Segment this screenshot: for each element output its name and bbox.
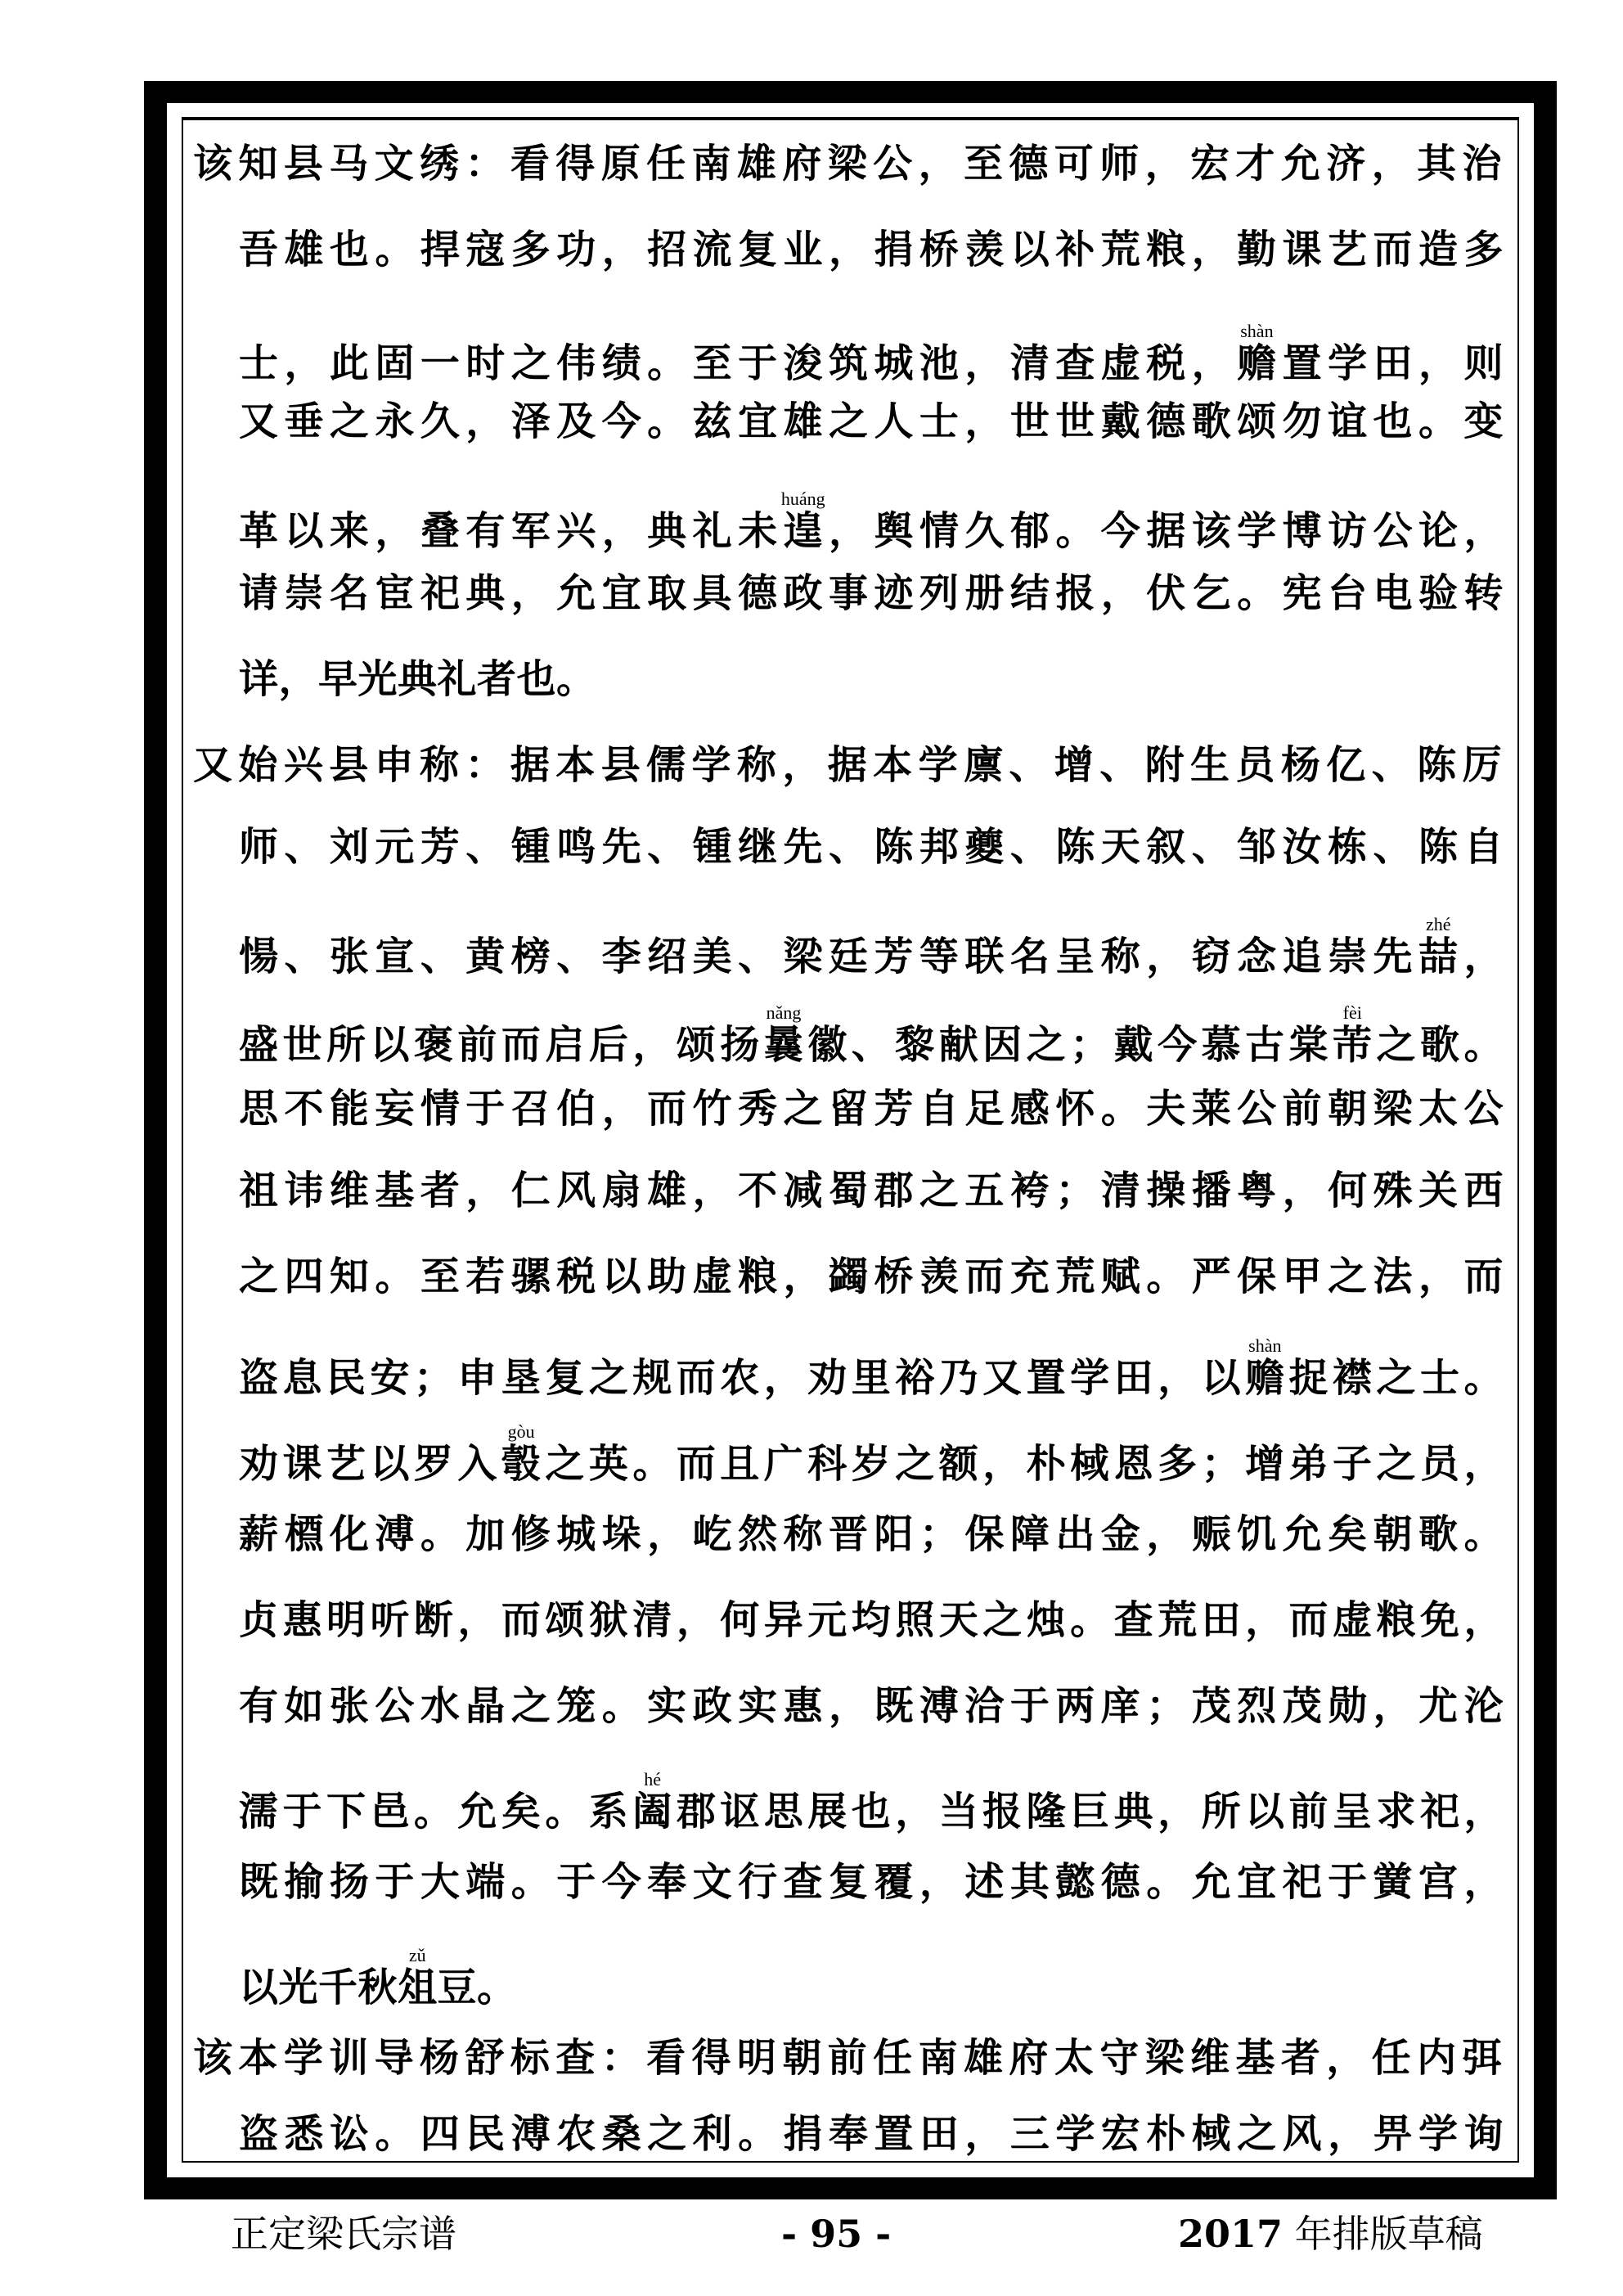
line-text-post: 郡讴思展也，当报隆巨典，所以前呈求祀， bbox=[676, 1789, 1504, 1835]
paragraph-1-line-7: 详，早光典礼者也。 bbox=[239, 656, 596, 702]
paragraph-1-line-2: 吾雄也。捍寇多功，招流复业，捐桥羡以补荒粮，勤课艺而造多 bbox=[239, 227, 1504, 272]
line-text-pre: 劝课艺以罗入 bbox=[239, 1441, 501, 1487]
line-text-post: 之英。而且广科岁之额，朴棫恩多；增弟子之员， bbox=[545, 1441, 1504, 1487]
paragraph-2-line-8 bbox=[239, 1335, 1504, 1401]
pinyin-annotated-char: 彀gòu bbox=[501, 1421, 546, 1487]
pinyin-annotation: zǔ bbox=[398, 1945, 438, 1965]
footer-year: 2017 bbox=[1178, 2212, 1284, 2256]
pinyin-annotated-char: 赡shàn bbox=[1245, 1335, 1289, 1401]
line-text-post: 置学田，则 bbox=[1282, 340, 1504, 386]
paragraph-2-line-13 bbox=[239, 1769, 1504, 1835]
line-text-post: ， bbox=[1463, 934, 1504, 979]
paragraph-2-line-6: 祖讳维基者，仁风扇雄，不减蜀郡之五袴；清操播粤，何殊关西 bbox=[239, 1168, 1504, 1213]
paragraph-2-line-10: 薪槱化溥。加修城垛，屹然称晋阳；保障出金，赈饥允矣朝歌。 bbox=[239, 1511, 1504, 1557]
paragraph-2-line-14: 既揄扬于大端。于今奉文行查复覆，述其懿德。允宜祀于黉宫， bbox=[239, 1859, 1504, 1905]
line-text-pre: 盛世所以褒前而启后，颂扬 bbox=[239, 1022, 764, 1068]
footer-draft-note bbox=[1178, 2209, 1483, 2258]
paragraph-2-line-2: 师、刘元芳、锺鸣先、锺继先、陈邦夔、陈天叙、邹汝栋、陈自 bbox=[239, 824, 1504, 870]
paragraph-1-line-4: 又垂之永久，泽及今。兹宜雄之人士，世世戴德歌颂勿谊也。变 bbox=[239, 398, 1504, 444]
paragraph-2-line-11: 贞惠明听断，而颂狱清，何异元均照天之烛。查荒田，而虚粮免， bbox=[239, 1597, 1504, 1643]
line-text-post: 捉襟之士。 bbox=[1288, 1355, 1504, 1401]
line-text-pre: 濡于下邑。允矣。系 bbox=[239, 1789, 633, 1835]
pinyin-annotated-char: 芾fèi bbox=[1333, 1002, 1377, 1068]
pinyin-annotation: shàn bbox=[1245, 1335, 1285, 1356]
paragraph-2-line-5: 思不能妄情于召伯，而竹秀之留芳自足感怀。夫莱公前朝梁太公 bbox=[239, 1086, 1504, 1132]
paragraph-1-line-1: 该知县马文绣：看得原任南雄府梁公，至德可师，宏才允济，其治 bbox=[193, 141, 1502, 187]
line-text-post: ，舆情久郁。今据该学博访公论， bbox=[823, 508, 1504, 554]
pinyin-annotated-char: 阖hé bbox=[632, 1769, 677, 1835]
paragraph-2-line-4 bbox=[239, 1002, 1504, 1068]
pinyin-annotated-char: 遑huáng bbox=[780, 488, 825, 554]
paragraph-1-line-3 bbox=[239, 321, 1504, 386]
paragraph-3-line-2: 盗悉讼。四民溥农桑之利。捐奉置田，三学宏朴棫之风，畀学询 bbox=[239, 2111, 1504, 2157]
paragraph-3-line-1: 该本学训导杨舒标查：看得明朝前任南雄府太守梁维基者，任内弭 bbox=[193, 2035, 1502, 2081]
paragraph-2-line-12: 有如张公水晶之笼。实政实惠，既溥洽于两庠；茂烈茂勋，尤沦 bbox=[239, 1683, 1504, 1729]
line-text-mid: 徽、黎献因之；戴今慕古棠 bbox=[807, 1022, 1333, 1068]
pinyin-annotation: shàn bbox=[1237, 321, 1277, 341]
line-text-post: 豆。 bbox=[437, 1965, 517, 2010]
pinyin-annotation: gòu bbox=[501, 1421, 542, 1442]
paragraph-1-line-5 bbox=[239, 488, 1504, 554]
paragraph-2-line-15 bbox=[239, 1945, 1504, 2010]
footer-draft-label: 年排版草稿 bbox=[1283, 2212, 1483, 2256]
footer-page-number: - 95 - bbox=[781, 2212, 892, 2256]
pinyin-annotation: fèi bbox=[1333, 1002, 1373, 1023]
pinyin-annotation: huáng bbox=[780, 488, 825, 509]
line-text-pre: 以光千秋 bbox=[239, 1965, 398, 2010]
footer-book-title: 正定梁氏宗谱 bbox=[231, 2212, 456, 2256]
line-text-post: 之歌。 bbox=[1376, 1022, 1504, 1068]
line-text-pre: 愓、张宣、黄榜、李绍美、梁廷芳等联名呈称，窃念追崇先 bbox=[239, 934, 1418, 979]
pinyin-annotation: zhé bbox=[1418, 914, 1459, 934]
line-text-pre: 士，此固一时之伟绩。至于浚筑城池，清查虚税， bbox=[239, 340, 1238, 386]
paragraph-1-line-6: 请崇名宦祀典，允宜取具德政事迹列册结报，伏乞。宪台电验转 bbox=[239, 570, 1504, 616]
pinyin-annotation: nǎng bbox=[763, 1002, 804, 1023]
paragraph-2-line-3 bbox=[239, 914, 1504, 979]
pinyin-annotated-char: 赡shàn bbox=[1237, 321, 1283, 386]
line-text-pre: 盗息民安；申垦复之规而农，劝里裕乃又置学田，以 bbox=[239, 1355, 1246, 1401]
pinyin-annotated-char: 曩nǎng bbox=[763, 1002, 808, 1068]
paragraph-2-line-7: 之四知。至若骡税以助虚粮，蠲桥羡而充荒赋。严保甲之法，而 bbox=[239, 1254, 1504, 1299]
pinyin-annotated-char: 喆zhé bbox=[1418, 914, 1464, 979]
line-text-pre: 革以来，叠有军兴，典礼未 bbox=[239, 508, 784, 554]
pinyin-annotation: hé bbox=[632, 1769, 672, 1790]
paragraph-2-line-1: 又始兴县申称：据本县儒学称，据本学廪、增、附生员杨亿、陈厉 bbox=[193, 742, 1502, 788]
paragraph-2-line-9 bbox=[239, 1421, 1504, 1487]
pinyin-annotated-char: 俎zǔ bbox=[398, 1945, 438, 2010]
